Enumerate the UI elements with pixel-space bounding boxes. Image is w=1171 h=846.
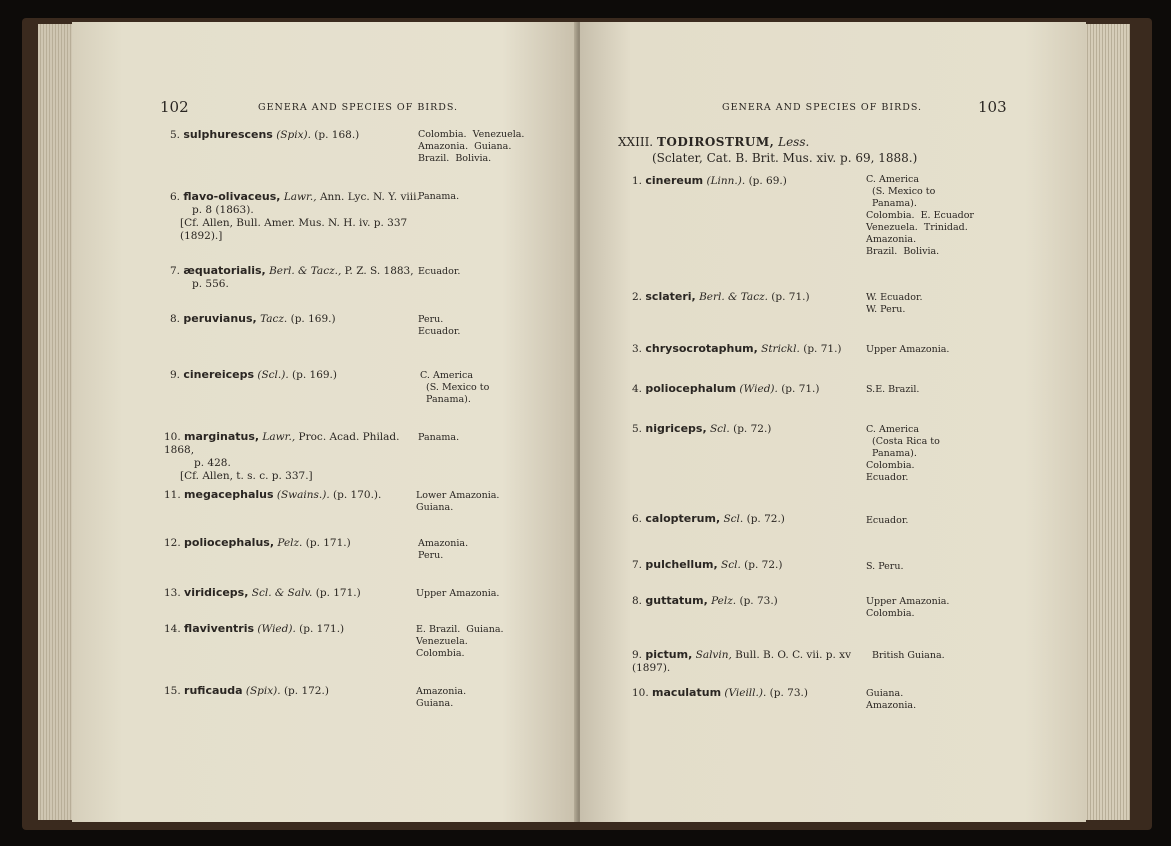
species-entry: 5. sulphurescens (Spix). (p. 168.) bbox=[170, 128, 360, 141]
range-text: S. Peru. bbox=[866, 561, 904, 572]
range-text: Colombia. Venezuela. Amazonia. Guiana. Brazil. Bolivia. bbox=[418, 129, 525, 164]
range-text: Guiana. Amazonia. bbox=[866, 688, 917, 711]
species-entry: 9. cinereiceps (Scl.). (p. 169.) bbox=[170, 368, 337, 381]
range-text: E. Brazil. Guiana. Venezuela. Colombia. bbox=[416, 624, 504, 659]
page-number: 103 bbox=[978, 98, 1007, 116]
left-page bbox=[72, 22, 578, 822]
range-text: Peru. Ecuador. bbox=[418, 314, 461, 337]
range-text: Ecuador. bbox=[866, 515, 909, 526]
species-entry: 6. flavo-olivaceus, Lawr., Ann. Lyc. N. Y. viii. p. 8 (1863). [Cf. Allen, Bull. Amer. Mus. N. H. iv. p. 337 (1892).] bbox=[170, 190, 420, 242]
species-entry: 12. poliocephalus, Pelz. (p. 171.) bbox=[164, 536, 351, 549]
species-entry: 5. nigriceps, Scl. (p. 72.) bbox=[632, 422, 772, 435]
range-text: C. America (Costa Rica to Panama). Colombia. Ecuador. bbox=[866, 424, 940, 483]
species-entry: 11. megacephalus (Swains.). (p. 170.). bbox=[164, 488, 382, 501]
range-text: Panama. bbox=[418, 432, 460, 443]
range-text: Amazonia. Guiana. bbox=[416, 686, 467, 709]
species-entry: 2. sclateri, Berl. & Tacz. (p. 71.) bbox=[632, 290, 810, 303]
range-text: W. Ecuador. W. Peru. bbox=[866, 292, 923, 315]
page-number: 102 bbox=[160, 98, 189, 116]
running-header: GENERA AND SPECIES OF BIRDS. bbox=[722, 102, 923, 113]
species-entry: 8. guttatum, Pelz. (p. 73.) bbox=[632, 594, 778, 607]
genus-heading: XXIII. TODIROSTRUM, Less. (Sclater, Cat. B. Brit. Mus. xiv. p. 69, 1888.) bbox=[618, 135, 918, 165]
range-text: Upper Amazonia. bbox=[416, 588, 500, 599]
species-entry: 9. pictum, Salvin, Bull. B. O. C. vii. p. xv (1897). bbox=[632, 648, 852, 674]
species-entry: 3. chrysocrotaphum, Strickl. (p. 71.) bbox=[632, 342, 842, 355]
range-text: Upper Amazonia. bbox=[866, 344, 950, 355]
range-text: Panama. bbox=[418, 191, 460, 202]
species-entry: 15. ruficauda (Spix). (p. 172.) bbox=[164, 684, 329, 697]
species-entry: 13. viridiceps, Scl. & Salv. (p. 171.) bbox=[164, 586, 361, 599]
species-entry: 10. maculatum (Vieill.). (p. 73.) bbox=[632, 686, 808, 699]
running-header: GENERA AND SPECIES OF BIRDS. bbox=[258, 102, 459, 113]
range-text: Lower Amazonia. Guiana. bbox=[416, 490, 500, 513]
species-entry: 8. peruvianus, Tacz. (p. 169.) bbox=[170, 312, 336, 325]
right-page bbox=[580, 22, 1086, 822]
species-entry: 1. cinereum (Linn.). (p. 69.) bbox=[632, 174, 787, 187]
range-text: Amazonia. Peru. bbox=[418, 538, 469, 561]
species-entry: 10. marginatus, Lawr., Proc. Acad. Philad. 1868, p. 428. [Cf. Allen, t. s. c. p. 337.] bbox=[164, 430, 400, 482]
range-text: S.E. Brazil. bbox=[866, 384, 920, 395]
species-entry: 7. pulchellum, Scl. (p. 72.) bbox=[632, 558, 783, 571]
species-entry: 7. æquatorialis, Berl. & Tacz., P. Z. S. 1883, p. 556. bbox=[170, 264, 414, 290]
species-entry: 6. calopterum, Scl. (p. 72.) bbox=[632, 512, 785, 525]
page-edges-left bbox=[38, 24, 74, 820]
range-text: C. America (S. Mexico to Panama). Colombia. E. Ecuador Venezuela. Trinidad. Amazonia. Brazil. Bolivia. bbox=[866, 174, 974, 257]
species-entry: 4. poliocephalum (Wied). (p. 71.) bbox=[632, 382, 820, 395]
range-text: Ecuador. bbox=[418, 266, 461, 277]
range-text: British Guiana. bbox=[872, 650, 945, 661]
range-text: Upper Amazonia. Colombia. bbox=[866, 596, 950, 619]
species-entry: 14. flaviventris (Wied). (p. 171.) bbox=[164, 622, 345, 635]
range-text: C. America (S. Mexico to Panama). bbox=[420, 370, 490, 405]
